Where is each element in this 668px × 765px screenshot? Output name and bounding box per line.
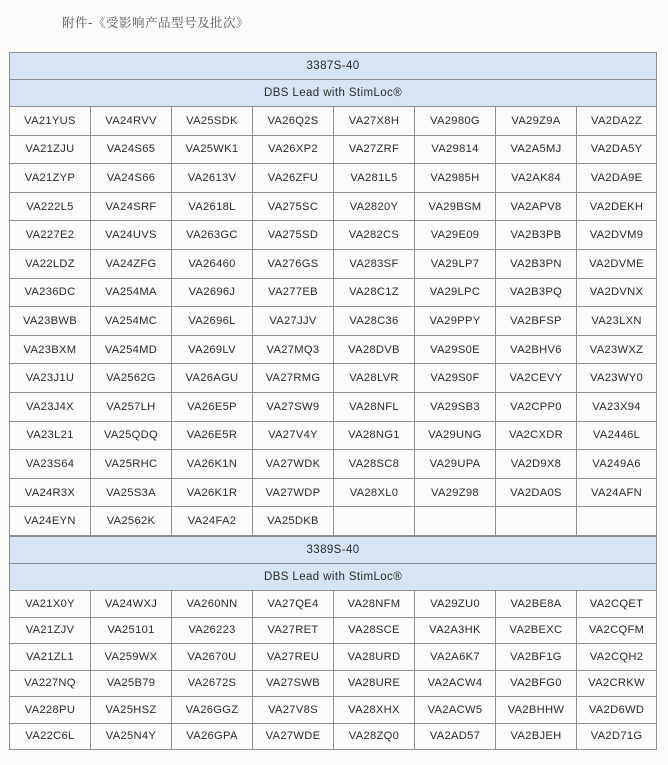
lot-number-cell: VA2CEVY xyxy=(496,364,577,393)
lot-number-cell: VA2BE8A xyxy=(496,591,577,618)
lot-number-cell: VA28XL0 xyxy=(334,478,415,507)
lot-number-cell: VA2BJEH xyxy=(496,723,577,750)
lot-number-cell: VA2618L xyxy=(172,192,253,221)
table-row xyxy=(10,307,657,336)
lot-number-cell: VA26K1N xyxy=(172,450,253,479)
lot-number-cell: VA23X94 xyxy=(577,392,657,421)
lot-number-cell: VA22C6L xyxy=(10,723,91,750)
table-row xyxy=(10,644,657,671)
lot-number-cell: VA21YUS xyxy=(10,107,91,136)
lot-number-cell: VA28ZQ0 xyxy=(334,723,415,750)
table-row xyxy=(10,135,657,164)
lot-number-cell: VA29Z9A xyxy=(496,107,577,136)
lot-number-cell: VA2D9X8 xyxy=(496,450,577,479)
lot-number-cell: VA26223 xyxy=(172,617,253,644)
lot-number-cell: VA28SCE xyxy=(334,617,415,644)
lot-number-cell: VA2DA9E xyxy=(577,164,657,193)
lot-number-cell: VA2DVM9 xyxy=(577,221,657,250)
lot-number-cell: VA2AD57 xyxy=(415,723,496,750)
table-row xyxy=(10,723,657,750)
lot-number-cell: VA24ZFG xyxy=(91,249,172,278)
lot-number-cell: VA222L5 xyxy=(10,192,91,221)
lot-number-cell: VA24RVV xyxy=(91,107,172,136)
lot-number-cell: VA269LV xyxy=(172,335,253,364)
table-row xyxy=(10,450,657,479)
lot-number-cell: VA2670U xyxy=(172,644,253,671)
lot-number-cell: VA2DVNX xyxy=(577,278,657,307)
lot-number-cell: VA2B3PN xyxy=(496,249,577,278)
lot-number-cell: VA263GC xyxy=(172,221,253,250)
lot-number-cell: VA24UVS xyxy=(91,221,172,250)
table-row xyxy=(10,278,657,307)
lot-number-cell: VA228PU xyxy=(10,697,91,724)
table-row xyxy=(10,507,657,536)
lot-number-cell: VA25B79 xyxy=(91,670,172,697)
lot-number-cell: VA27RET xyxy=(253,617,334,644)
lot-number-cell: VA26XP2 xyxy=(253,135,334,164)
table-row xyxy=(10,617,657,644)
lot-table-3387s40 xyxy=(9,52,657,536)
lot-number-cell: VA21ZJU xyxy=(10,135,91,164)
lot-number-cell: VA2980G xyxy=(415,107,496,136)
lot-number-cell: VA2BF1G xyxy=(496,644,577,671)
lot-number-cell: VA2DA0S xyxy=(496,478,577,507)
lot-number-cell: VA2D71G xyxy=(577,723,657,750)
lot-number-cell: VA2CXDR xyxy=(496,421,577,450)
lot-number-cell: VA27WDP xyxy=(253,478,334,507)
lot-number-cell: VA23WXZ xyxy=(577,335,657,364)
table-row xyxy=(10,697,657,724)
lot-number-cell: VA23BWB xyxy=(10,307,91,336)
table-row xyxy=(10,364,657,393)
lot-number-cell: VA27ZRF xyxy=(334,135,415,164)
lot-number-cell: VA25DKB xyxy=(253,507,334,536)
lot-number-cell: VA25SDK xyxy=(172,107,253,136)
lot-number-cell: VA23BXM xyxy=(10,335,91,364)
lot-number-cell: VA2985H xyxy=(415,164,496,193)
lot-number-cell: VA260NN xyxy=(172,591,253,618)
lot-number-cell: VA29S0F xyxy=(415,364,496,393)
lot-number-cell: VA24R3X xyxy=(10,478,91,507)
lot-number-cell: VA23L21 xyxy=(10,421,91,450)
table-row xyxy=(10,192,657,221)
lot-number-cell: VA24FA2 xyxy=(172,507,253,536)
lot-number-cell: VA26GPA xyxy=(172,723,253,750)
lot-number-cell: VA28DVB xyxy=(334,335,415,364)
lot-number-cell: VA29UNG xyxy=(415,421,496,450)
lot-number-cell: VA26K1R xyxy=(172,478,253,507)
table-row xyxy=(10,670,657,697)
lot-number-cell: VA2672S xyxy=(172,670,253,697)
lot-number-cell: VA27X8H xyxy=(334,107,415,136)
lot-number-cell: VA28SC8 xyxy=(334,450,415,479)
lot-number-cell: VA2BFSP xyxy=(496,307,577,336)
lot-number-cell: VA29LPC xyxy=(415,278,496,307)
lot-number-cell: VA26Q2S xyxy=(253,107,334,136)
lot-number-cell: VA227NQ xyxy=(10,670,91,697)
lot-number-cell: VA28XHX xyxy=(334,697,415,724)
lot-number-cell: VA27REU xyxy=(253,644,334,671)
lot-number-cell: VA2BEXC xyxy=(496,617,577,644)
lot-number-cell xyxy=(577,507,657,536)
lot-number-cell xyxy=(334,507,415,536)
table-row xyxy=(10,392,657,421)
lot-number-cell: VA21X0Y xyxy=(10,591,91,618)
table-row xyxy=(10,249,657,278)
lot-number-cell: VA254MC xyxy=(91,307,172,336)
model-header: 3387S-40 xyxy=(10,53,657,80)
lot-number-cell xyxy=(415,507,496,536)
lot-number-cell: VA27WDK xyxy=(253,450,334,479)
lot-number-cell: VA27SWB xyxy=(253,670,334,697)
lot-number-cell: VA29PPY xyxy=(415,307,496,336)
lot-number-cell: VA24S66 xyxy=(91,164,172,193)
lot-number-cell: VA2613V xyxy=(172,164,253,193)
lot-number-cell: VA27V8S xyxy=(253,697,334,724)
lot-number-cell: VA28NFL xyxy=(334,392,415,421)
lot-number-cell: VA24S65 xyxy=(91,135,172,164)
lot-number-cell: VA254MD xyxy=(91,335,172,364)
lot-number-cell: VA2CQET xyxy=(577,591,657,618)
lot-number-cell: VA22LDZ xyxy=(10,249,91,278)
lot-number-cell: VA275SC xyxy=(253,192,334,221)
lot-number-cell: VA21ZJV xyxy=(10,617,91,644)
lot-number-cell: VA259WX xyxy=(91,644,172,671)
lot-number-cell: VA2CQFM xyxy=(577,617,657,644)
lot-number-cell: VA2A6K7 xyxy=(415,644,496,671)
lot-number-cell: VA25S3A xyxy=(91,478,172,507)
lot-number-cell: VA26AGU xyxy=(172,364,253,393)
lot-number-cell: VA2APV8 xyxy=(496,192,577,221)
lot-number-cell: VA254MA xyxy=(91,278,172,307)
document-caption: 附件-《受影响产品型号及批次》 xyxy=(62,15,250,30)
table-row xyxy=(10,478,657,507)
lot-number-cell: VA26GGZ xyxy=(172,697,253,724)
lot-number-cell: VA29LP7 xyxy=(415,249,496,278)
lot-number-cell: VA2B3PQ xyxy=(496,278,577,307)
lot-number-cell: VA27V4Y xyxy=(253,421,334,450)
lot-number-cell: VA25QDQ xyxy=(91,421,172,450)
lot-number-cell: VA29814 xyxy=(415,135,496,164)
lot-number-cell: VA2A5MJ xyxy=(496,135,577,164)
lot-number-cell: VA27QE4 xyxy=(253,591,334,618)
lot-number-cell: VA2446L xyxy=(577,421,657,450)
lot-number-cell: VA29ZU0 xyxy=(415,591,496,618)
lot-number-cell: VA24AFN xyxy=(577,478,657,507)
lot-number-cell: VA2820Y xyxy=(334,192,415,221)
lot-number-cell: VA2DVME xyxy=(577,249,657,278)
lot-number-cell: VA25RHC xyxy=(91,450,172,479)
lot-number-cell: VA2B3PB xyxy=(496,221,577,250)
lot-number-cell: VA27MQ3 xyxy=(253,335,334,364)
lot-number-cell: VA27JJV xyxy=(253,307,334,336)
lot-number-cell: VA282CS xyxy=(334,221,415,250)
lot-number-cell: VA2DEKH xyxy=(577,192,657,221)
lot-number-cell: VA2AK84 xyxy=(496,164,577,193)
product-header: DBS Lead with StimLoc® xyxy=(10,564,657,591)
lot-number-cell: VA24SRF xyxy=(91,192,172,221)
lot-number-cell: VA26ZFU xyxy=(253,164,334,193)
table-row xyxy=(10,421,657,450)
lot-number-cell: VA28NG1 xyxy=(334,421,415,450)
lot-number-cell: VA29S0E xyxy=(415,335,496,364)
lot-number-cell: VA23WY0 xyxy=(577,364,657,393)
lot-number-cell: VA275SD xyxy=(253,221,334,250)
lot-number-cell: VA21ZYP xyxy=(10,164,91,193)
lot-number-cell: VA23S64 xyxy=(10,450,91,479)
lot-number-cell: VA227E2 xyxy=(10,221,91,250)
lot-number-cell: VA2BFG0 xyxy=(496,670,577,697)
lot-number-cell: VA28URE xyxy=(334,670,415,697)
lot-number-cell: VA2CQH2 xyxy=(577,644,657,671)
lot-number-cell: VA29E09 xyxy=(415,221,496,250)
table-row xyxy=(10,107,657,136)
lot-number-cell: VA23J1U xyxy=(10,364,91,393)
lot-number-cell xyxy=(496,507,577,536)
lot-number-cell: VA2696J xyxy=(172,278,253,307)
lot-number-cell: VA26E5R xyxy=(172,421,253,450)
lot-number-cell: VA29UPA xyxy=(415,450,496,479)
lot-number-cell: VA2BHV6 xyxy=(496,335,577,364)
lot-number-cell: VA26E5P xyxy=(172,392,253,421)
table-row xyxy=(10,591,657,618)
lot-number-cell: VA23LXN xyxy=(577,307,657,336)
lot-number-cell: VA2CPP0 xyxy=(496,392,577,421)
lot-number-cell: VA2ACW5 xyxy=(415,697,496,724)
lot-number-cell: VA27RMG xyxy=(253,364,334,393)
lot-number-cell: VA28C36 xyxy=(334,307,415,336)
lot-number-cell: VA236DC xyxy=(10,278,91,307)
lot-number-cell: VA29SB3 xyxy=(415,392,496,421)
lot-number-cell: VA2CRKW xyxy=(577,670,657,697)
lot-number-cell: VA2D6WD xyxy=(577,697,657,724)
lot-number-cell: VA277EB xyxy=(253,278,334,307)
lot-number-cell: VA2DA2Z xyxy=(577,107,657,136)
lot-number-cell: VA249A6 xyxy=(577,450,657,479)
lot-number-cell: VA21ZL1 xyxy=(10,644,91,671)
lot-number-cell: VA24EYN xyxy=(10,507,91,536)
lot-number-cell: VA25HSZ xyxy=(91,697,172,724)
lot-table-3389s40 xyxy=(9,536,657,750)
lot-number-cell: VA276GS xyxy=(253,249,334,278)
lot-number-cell: VA27SW9 xyxy=(253,392,334,421)
table-row xyxy=(10,164,657,193)
lot-number-cell: VA2562K xyxy=(91,507,172,536)
lot-number-cell: VA2562G xyxy=(91,364,172,393)
lot-number-cell: VA2DA5Y xyxy=(577,135,657,164)
lot-number-cell: VA28URD xyxy=(334,644,415,671)
lot-number-cell: VA28LVR xyxy=(334,364,415,393)
lot-number-cell: VA25N4Y xyxy=(91,723,172,750)
lot-number-cell: VA2A3HK xyxy=(415,617,496,644)
product-header: DBS Lead with StimLoc® xyxy=(10,80,657,107)
lot-number-cell: VA23J4X xyxy=(10,392,91,421)
model-header: 3389S-40 xyxy=(10,537,657,564)
lot-number-cell: VA257LH xyxy=(91,392,172,421)
lot-number-cell: VA25WK1 xyxy=(172,135,253,164)
lot-number-cell: VA2696L xyxy=(172,307,253,336)
lot-number-cell: VA25101 xyxy=(91,617,172,644)
lot-number-cell: VA2BHHW xyxy=(496,697,577,724)
table-row xyxy=(10,221,657,250)
lot-number-cell: VA26460 xyxy=(172,249,253,278)
lot-number-cell: VA24WXJ xyxy=(91,591,172,618)
lot-number-cell: VA29BSM xyxy=(415,192,496,221)
lot-number-cell: VA28NFM xyxy=(334,591,415,618)
lot-number-cell: VA2ACW4 xyxy=(415,670,496,697)
lot-number-cell: VA29Z98 xyxy=(415,478,496,507)
lot-number-cell: VA281L5 xyxy=(334,164,415,193)
table-row xyxy=(10,335,657,364)
lot-number-cell: VA27WDE xyxy=(253,723,334,750)
lot-number-cell: VA283SF xyxy=(334,249,415,278)
lot-number-cell: VA28C1Z xyxy=(334,278,415,307)
